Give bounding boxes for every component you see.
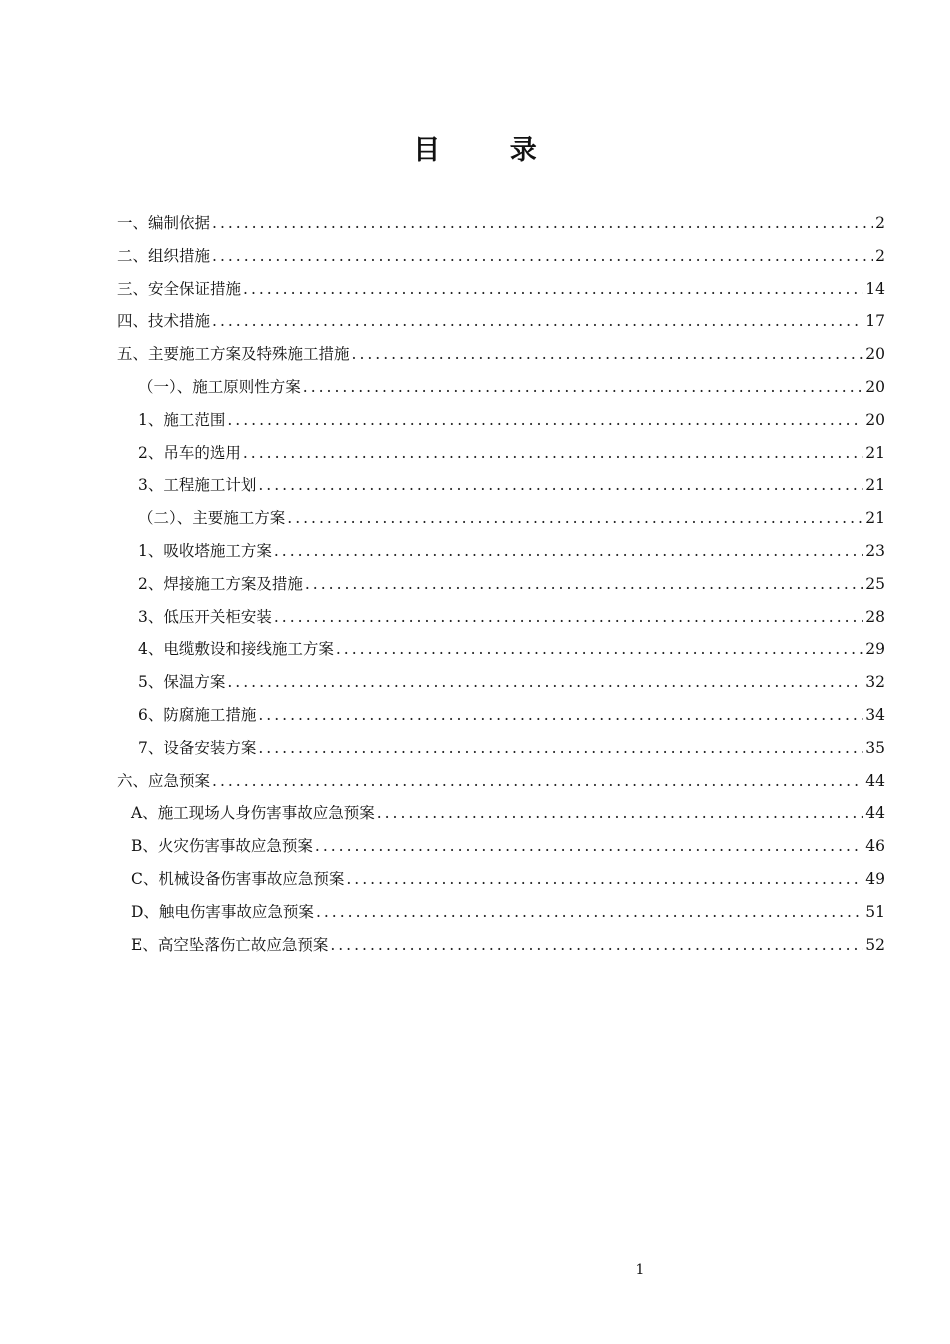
toc-dot-leader bbox=[243, 273, 863, 306]
toc-entry[interactable] bbox=[117, 437, 885, 470]
table-of-contents bbox=[117, 207, 885, 961]
toc-entry[interactable] bbox=[117, 535, 885, 568]
toc-entry-page: 34 bbox=[865, 705, 885, 724]
toc-entry-label: 2、焊接施工方案及措施 bbox=[138, 574, 303, 593]
toc-entry-page: 49 bbox=[865, 869, 885, 888]
toc-entry-label: 2、吊车的选用 bbox=[138, 443, 241, 462]
toc-entry-page: 21 bbox=[865, 509, 885, 528]
toc-dot-leader bbox=[212, 765, 863, 798]
toc-entry-label: 4、电缆敷设和接线施工方案 bbox=[138, 640, 334, 659]
toc-entry-label: 6、防腐施工措施 bbox=[138, 705, 257, 724]
toc-entry-page: 2 bbox=[875, 246, 885, 265]
toc-entry[interactable] bbox=[117, 732, 885, 765]
toc-entry-page: 35 bbox=[865, 738, 885, 757]
toc-entry-label: 1、施工范围 bbox=[138, 410, 226, 429]
toc-dot-leader bbox=[303, 371, 864, 404]
toc-entry[interactable] bbox=[117, 601, 885, 634]
toc-dot-leader bbox=[336, 633, 863, 666]
toc-dot-leader bbox=[287, 502, 863, 535]
toc-entry-page: 14 bbox=[865, 279, 885, 298]
toc-dot-leader bbox=[330, 929, 863, 962]
toc-entry-label: 四、技术措施 bbox=[117, 312, 211, 331]
toc-dot-leader bbox=[274, 601, 863, 634]
toc-entry-page: 17 bbox=[865, 312, 885, 331]
toc-entry-label: 3、工程施工计划 bbox=[138, 476, 257, 495]
toc-dot-leader bbox=[227, 404, 863, 437]
toc-entry-page: 21 bbox=[865, 443, 885, 462]
toc-dot-leader bbox=[346, 863, 863, 896]
toc-entry[interactable] bbox=[117, 929, 885, 962]
toc-entry-page: 28 bbox=[865, 607, 885, 626]
toc-entry-page: 21 bbox=[865, 476, 885, 495]
toc-dot-leader bbox=[243, 437, 863, 470]
toc-dot-leader bbox=[258, 469, 863, 502]
toc-entry-label: （二）、主要施工方案 bbox=[138, 509, 286, 528]
toc-dot-leader bbox=[274, 535, 863, 568]
toc-entry[interactable] bbox=[117, 371, 885, 404]
toc-dot-leader bbox=[212, 240, 873, 273]
toc-entry-label: 3、低压开关柜安装 bbox=[138, 607, 272, 626]
toc-dot-leader bbox=[212, 305, 863, 338]
toc-entry-page: 44 bbox=[865, 804, 885, 823]
toc-entry[interactable] bbox=[117, 338, 885, 371]
toc-entry-page: 51 bbox=[865, 902, 885, 921]
toc-entry[interactable] bbox=[117, 765, 885, 798]
toc-entry-page: 25 bbox=[865, 574, 885, 593]
toc-dot-leader bbox=[258, 699, 863, 732]
toc-entry-page: 29 bbox=[865, 640, 885, 659]
toc-entry[interactable] bbox=[117, 240, 885, 273]
toc-entry-page: 32 bbox=[865, 673, 885, 692]
toc-entry-page: 52 bbox=[865, 935, 885, 954]
toc-entry-label: B、火灾伤害事故应急预案 bbox=[131, 837, 313, 856]
toc-dot-leader bbox=[212, 207, 873, 240]
page-title: 目 录 bbox=[413, 135, 567, 166]
toc-dot-leader bbox=[305, 568, 863, 601]
toc-entry-label: 5、保温方案 bbox=[138, 673, 226, 692]
toc-entry[interactable] bbox=[117, 502, 885, 535]
toc-entry-label: （一）、施工原则性方案 bbox=[138, 377, 301, 396]
toc-entry-label: 三、安全保证措施 bbox=[117, 279, 242, 298]
toc-dot-leader bbox=[352, 338, 864, 371]
toc-entry[interactable] bbox=[117, 207, 885, 240]
toc-entry[interactable] bbox=[117, 404, 885, 437]
toc-dot-leader bbox=[227, 666, 863, 699]
toc-entry-label: 一、编制依据 bbox=[117, 214, 211, 232]
toc-entry[interactable] bbox=[117, 633, 885, 666]
toc-entry[interactable] bbox=[117, 896, 885, 929]
toc-dot-leader bbox=[377, 797, 864, 830]
toc-dot-leader bbox=[258, 732, 863, 765]
toc-entry[interactable] bbox=[117, 273, 885, 306]
toc-entry-label: E、高空坠落伤亡故应急预案 bbox=[131, 935, 329, 954]
toc-entry-label: 7、设备安装方案 bbox=[138, 738, 257, 757]
toc-entry[interactable] bbox=[117, 797, 885, 830]
page-number: 1 bbox=[635, 1262, 645, 1278]
toc-entry[interactable] bbox=[117, 830, 885, 863]
toc-entry[interactable] bbox=[117, 568, 885, 601]
toc-dot-leader bbox=[316, 896, 863, 929]
toc-entry-page: 2 bbox=[875, 214, 885, 232]
toc-entry-page: 44 bbox=[865, 771, 885, 790]
toc-entry-label: 五、主要施工方案及特殊施工措施 bbox=[117, 345, 350, 364]
toc-entry-label: A、施工现场人身伤害事故应急预案 bbox=[131, 804, 375, 823]
toc-entry-label: 1、吸收塔施工方案 bbox=[138, 541, 272, 560]
toc-entry[interactable] bbox=[117, 699, 885, 732]
toc-entry[interactable] bbox=[117, 863, 885, 896]
toc-entry[interactable] bbox=[117, 666, 885, 699]
toc-dot-leader bbox=[315, 830, 863, 863]
toc-entry-label: 二、组织措施 bbox=[117, 246, 211, 265]
toc-entry-page: 20 bbox=[865, 345, 885, 364]
toc-entry-page: 20 bbox=[865, 410, 885, 429]
toc-entry-label: 六、应急预案 bbox=[117, 771, 211, 790]
toc-entry[interactable] bbox=[117, 469, 885, 502]
toc-entry[interactable] bbox=[117, 305, 885, 338]
toc-entry-page: 46 bbox=[865, 837, 885, 856]
toc-entry-label: D、触电伤害事故应急预案 bbox=[131, 902, 314, 921]
toc-entry-label: C、机械设备伤害事故应急预案 bbox=[131, 869, 345, 888]
toc-entry-page: 23 bbox=[865, 541, 885, 560]
toc-entry-page: 20 bbox=[865, 377, 885, 396]
